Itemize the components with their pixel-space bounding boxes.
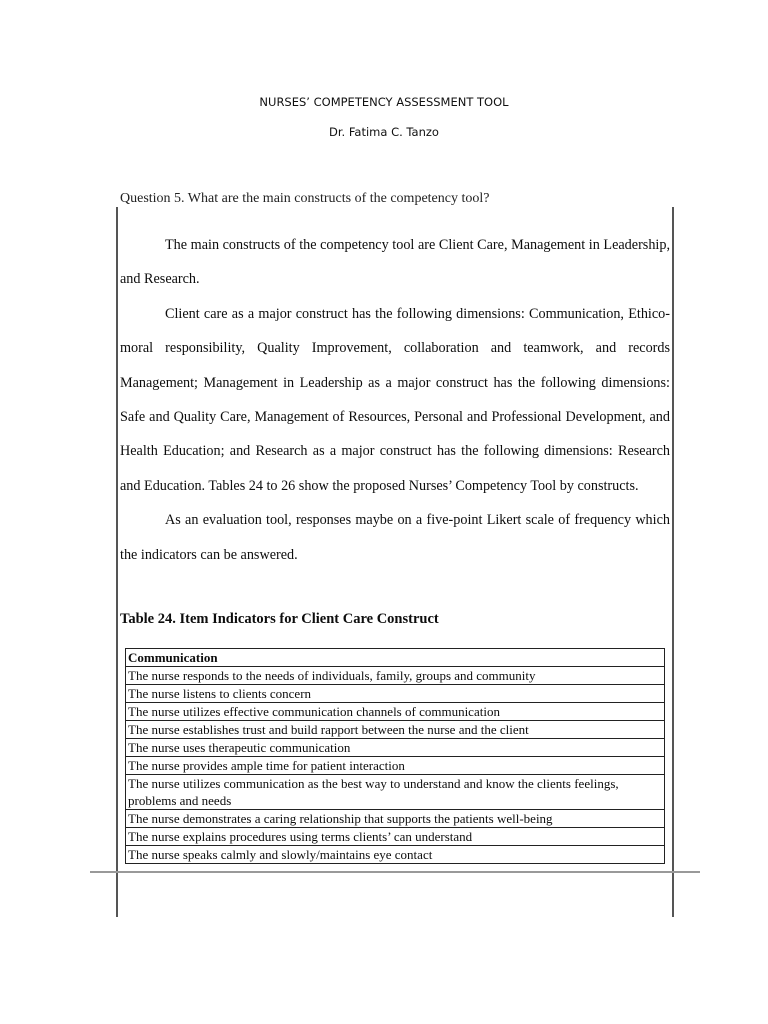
scan-bottom-border — [90, 871, 700, 873]
document-author: Dr. Fatima C. Tanzo — [329, 125, 439, 139]
scan-right-border — [672, 207, 674, 917]
table-cell: The nurse utilizes effective communication channels of communication — [126, 703, 665, 721]
scan-left-border — [116, 207, 118, 917]
table-cell: The nurse responds to the needs of individuals, family, groups and community — [126, 667, 665, 685]
table-row — [126, 846, 665, 864]
table-header-cell: Communication — [126, 649, 665, 667]
paragraph-likert: As an evaluation tool, responses maybe on a five-point Likert scale of frequency which the indicators can be answered. — [120, 512, 670, 563]
table-row — [126, 757, 665, 775]
paragraph-main-constructs: The main constructs of the competency tool are Client Care, Management in Leadership, and Research. — [120, 237, 670, 288]
table-row — [126, 685, 665, 703]
table-row — [126, 810, 665, 828]
table-row — [126, 703, 665, 721]
table-cell: The nurse listens to clients concern — [126, 685, 665, 703]
paragraph-dimensions: Client care as a major construct has the following dimensions: Communication, Ethico-moral responsibility, Quality Improvement, collaboration and teamwork, and records Management; Management in Leadership as a major construct has the following dimensions: Safe and Quality Care, Management of Resources, Personal and Professional Development, and Health Education; and Research as a major construct has the following dimensions: Research and Education. Tables 24 to 26 show the proposed Nurses’ Competency Tool by constructs. — [120, 305, 670, 494]
table-row — [126, 721, 665, 739]
table-row — [126, 828, 665, 846]
scanned-page-body — [120, 228, 670, 572]
table-row — [126, 739, 665, 757]
table-row — [126, 667, 665, 685]
scan-cut-line-text: Question 5. What are the main constructs of the competency tool? — [120, 191, 490, 206]
table-cell: The nurse establishes trust and build rapport between the nurse and the client — [126, 721, 665, 739]
table-caption: Table 24. Item Indicators for Client Care Construct — [120, 611, 439, 627]
table-cell: The nurse explains procedures using terms clients’ can understand — [126, 828, 665, 846]
document-title: NURSES’ COMPETENCY ASSESSMENT TOOL — [259, 95, 509, 109]
table-cell: The nurse provides ample time for patient interaction — [126, 757, 665, 775]
table-cell: The nurse uses therapeutic communication — [126, 739, 665, 757]
scan-cut-line — [120, 191, 490, 211]
indicator-table — [125, 648, 665, 864]
table-cell: The nurse demonstrates a caring relationship that supports the patients well-being — [126, 810, 665, 828]
table-header-row — [126, 649, 665, 667]
table-cell: The nurse speaks calmly and slowly/maintains eye contact — [126, 846, 665, 864]
table-row — [126, 775, 665, 810]
table-cell: The nurse utilizes communication as the best way to understand and know the clients feelings, problems and needs — [126, 775, 665, 810]
